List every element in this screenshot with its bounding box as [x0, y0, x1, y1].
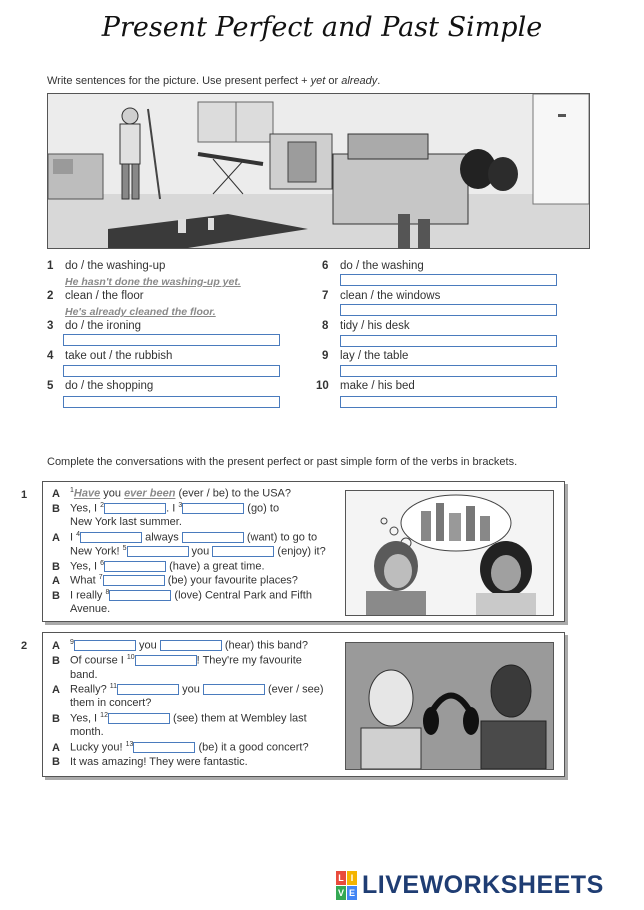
conversation-2-number: 2	[21, 640, 28, 652]
answer-input-3[interactable]	[63, 334, 280, 346]
conv2-line-5: them in concert?	[70, 697, 152, 709]
gap-5[interactable]	[127, 546, 189, 557]
logo-letter-i: I	[347, 871, 357, 885]
conv1-line-1: A $^1$Have you ever been (ever / be) to the USA?	[52, 487, 291, 500]
logo-letter-v: V	[337, 888, 344, 898]
conv2-line-6: B Yes, I $^{12}$ (see) them at Wembley last	[52, 712, 307, 725]
gap-12[interactable]	[108, 713, 170, 724]
answer-input-10[interactable]	[340, 396, 557, 408]
conv1-line-5: New York! $^5$ you (enjoy) it?	[70, 545, 326, 558]
answer-input-6[interactable]	[340, 274, 557, 286]
conv2-line-7: month.	[70, 726, 104, 738]
gap-6[interactable]	[104, 561, 166, 572]
friends-new-york-illustration	[345, 490, 554, 616]
gap-11b[interactable]	[203, 684, 265, 695]
answer-input-7[interactable]	[340, 304, 557, 316]
item-7: 7 clean / the windows	[322, 290, 441, 302]
item-1-answer: He hasn't done the washing-up yet.	[65, 276, 241, 288]
item-2: 2 clean / the floor	[47, 290, 144, 302]
logo-letter-e: E	[348, 888, 355, 898]
item-8: 8 tidy / his desk	[322, 320, 410, 332]
gap-3[interactable]	[182, 503, 244, 514]
page-title: Present Perfect and Past Simple	[101, 12, 543, 43]
gap-9[interactable]	[74, 640, 136, 651]
exercise2-instruction: Complete the conversations with the present perfect or past simple form of the verbs in brackets.	[47, 456, 518, 468]
conv1-line-3: New York last summer.	[70, 516, 182, 528]
item-1: 1 do / the washing-up	[47, 260, 166, 272]
headphones-drawing	[346, 643, 553, 769]
room-illustration	[47, 93, 590, 249]
answer-input-8[interactable]	[340, 335, 557, 347]
conv1-line-8: B I really $^8$ (love) Central Park and Fifth	[52, 589, 312, 602]
exercise1-instruction: Write sentences for the picture. Use present perfect + yet or already.	[47, 75, 381, 87]
conv2-line-4: A Really? $^{11}$ you (ever / see)	[52, 683, 324, 696]
room-drawing	[48, 94, 589, 248]
conv1-line-6: B Yes, I $^6$ (have) a great time.	[52, 560, 265, 573]
conv2-line-2: B Of course I $^{10}$ ! They're my favourite	[52, 654, 302, 667]
answer-input-4[interactable]	[63, 365, 280, 377]
gap-5b[interactable]	[212, 546, 274, 557]
conv2-line-8: A Lucky you! $^{13}$ (be) it a good concert?	[52, 741, 309, 754]
conv1-line-7: A What $^7$ (be) your favourite places?	[52, 574, 298, 587]
gap-4b[interactable]	[182, 532, 244, 543]
gap-10[interactable]	[135, 655, 197, 666]
logo-letter-l: L	[336, 871, 346, 885]
answer-input-5[interactable]	[63, 396, 280, 408]
conv2-line-3: band.	[70, 669, 98, 681]
conv1-line-4: A I $^4$ always (want) to go to	[52, 531, 318, 544]
friends-drawing	[346, 491, 553, 615]
liveworksheets-logo: LIVEWORKSHEETS	[362, 871, 604, 899]
conv1-line-2: B Yes, I $^2$ . I $^3$ (go) to	[52, 502, 280, 515]
gap-8[interactable]	[109, 590, 171, 601]
gap-7[interactable]	[103, 575, 165, 586]
gap-4[interactable]	[80, 532, 142, 543]
answer-input-9[interactable]	[340, 365, 557, 377]
item-10: 10 make / his bed	[316, 380, 415, 392]
item-6: 6 do / the washing	[322, 260, 424, 272]
gap-11[interactable]	[117, 684, 179, 695]
gap-2[interactable]	[104, 503, 166, 514]
item-5: 5 do / the shopping	[47, 380, 154, 392]
conversation-1-number: 1	[21, 489, 28, 501]
liveworksheets-icon	[336, 871, 358, 901]
gap-9b[interactable]	[160, 640, 222, 651]
item-4: 4 take out / the rubbish	[47, 350, 173, 362]
conv2-line-1: A $^9$ you (hear) this band?	[52, 639, 308, 652]
conv2-line-9: B It was amazing! They were fantastic.	[52, 756, 248, 768]
item-9: 9 lay / the table	[322, 350, 409, 362]
item-2-answer: He's already cleaned the floor.	[65, 306, 216, 318]
conv1-line-9: Avenue.	[70, 603, 111, 615]
item-3: 3 do / the ironing	[47, 320, 142, 332]
friends-headphones-illustration	[345, 642, 554, 770]
gap-13[interactable]	[133, 742, 195, 753]
